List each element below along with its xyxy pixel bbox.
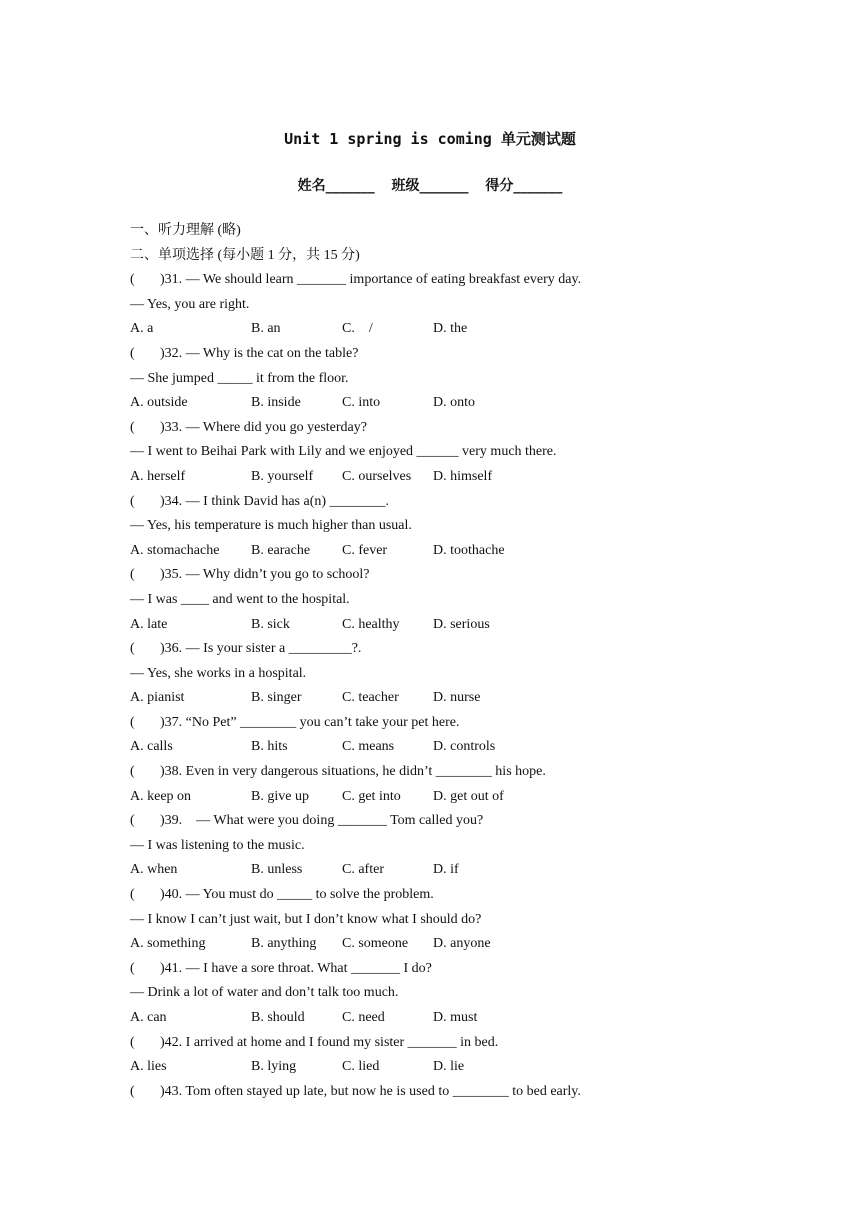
question-text: )32. — Why is the cat on the table? (160, 345, 359, 361)
option-a[interactable]: A. lies (130, 1059, 167, 1075)
question-text: )36. — Is your sister a _________?. (160, 641, 362, 657)
options-row (130, 539, 750, 564)
option-a[interactable]: A. outside (130, 395, 188, 411)
option-b[interactable]: B. lying (251, 1059, 297, 1075)
option-c[interactable]: C. ourselves (342, 468, 412, 484)
question-stem (130, 883, 750, 908)
answer-blank[interactable]: ( (130, 419, 135, 435)
option-a[interactable]: A. something (130, 936, 206, 952)
options-row (130, 735, 750, 760)
name-field: 姓名_______ (297, 178, 375, 194)
option-b[interactable]: B. anything (251, 936, 317, 952)
options-row (130, 686, 750, 711)
option-a[interactable]: A. when (130, 862, 178, 878)
question-text: )41. — I have a sore throat. What _______ I do? (160, 960, 432, 976)
options-row (130, 391, 750, 416)
question-text: )34. — I think David has a(n) ________. (160, 493, 390, 509)
option-c[interactable]: C. fever (342, 542, 388, 558)
option-b[interactable]: B. unless (251, 862, 303, 878)
page-title: Unit 1 spring is coming 单元测试题 (284, 130, 576, 148)
answer-blank[interactable]: ( (130, 1034, 135, 1050)
option-d[interactable]: D. lie (433, 1059, 465, 1075)
dialogue-response: — She jumped _____ it from the floor. (130, 370, 349, 386)
option-b[interactable]: B. an (251, 321, 281, 337)
option-a[interactable]: A. late (130, 616, 168, 632)
question-stem (130, 490, 750, 515)
option-c[interactable]: C. need (342, 1010, 385, 1025)
answer-blank[interactable]: ( (130, 272, 135, 288)
option-c[interactable]: C. healthy (342, 616, 400, 632)
score-field: 得分_______ (485, 178, 563, 194)
dialogue-response: — Yes, his temperature is much higher than usual. (130, 518, 412, 534)
answer-blank[interactable]: ( (130, 714, 135, 730)
option-b[interactable]: B. singer (251, 690, 302, 706)
answer-blank[interactable]: ( (130, 887, 135, 903)
question-text: )35. — Why didn’t you go to school? (160, 567, 370, 583)
question-text: )42. I arrived at home and I found my sister _______ in bed. (160, 1034, 499, 1050)
option-b[interactable]: B. should (251, 1010, 305, 1025)
answer-blank[interactable]: ( (130, 813, 135, 829)
question-stem (130, 809, 750, 834)
question-text: )40. — You must do _____ to solve the problem. (160, 887, 434, 903)
question-text: )37. “No Pet” ________ you can’t take your pet here. (160, 714, 460, 730)
question-stem (130, 957, 750, 982)
question-stem (130, 1031, 750, 1056)
question-text: )33. — Where did you go yesterday? (160, 419, 367, 435)
option-d[interactable]: D. himself (433, 468, 493, 484)
option-c[interactable]: C. lied (342, 1059, 380, 1075)
dialogue-response: — I know I can’t just wait, but I don’t know what I should do? (130, 911, 482, 927)
option-d[interactable]: D. onto (433, 395, 475, 411)
answer-blank[interactable]: ( (130, 567, 135, 583)
question-stem (130, 760, 750, 785)
answer-blank[interactable]: ( (130, 960, 135, 976)
option-c[interactable]: C. / (342, 321, 373, 337)
option-d[interactable]: D. must (433, 1010, 478, 1025)
option-c[interactable]: C. means (342, 739, 395, 755)
option-c[interactable]: C. teacher (342, 690, 399, 706)
question-text: )38. Even in very dangerous situations, he didn’t ________ his hope. (160, 764, 546, 780)
option-d[interactable]: D. get out of (433, 788, 504, 804)
option-d[interactable]: D. anyone (433, 936, 491, 952)
option-c[interactable]: C. into (342, 395, 381, 411)
question-stem (130, 1080, 750, 1105)
option-a[interactable]: A. calls (130, 739, 173, 755)
option-d[interactable]: D. serious (433, 616, 490, 632)
question-text: )39. — What were you doing _______ Tom called you? (160, 813, 484, 829)
option-d[interactable]: D. nurse (433, 690, 481, 706)
dialogue-response: — I was listening to the music. (130, 837, 305, 853)
options-row (130, 613, 750, 638)
dialogue-response: — Yes, she works in a hospital. (130, 665, 307, 681)
option-d[interactable]: D. the (433, 321, 468, 337)
options-row (130, 1006, 750, 1031)
option-d[interactable]: D. if (433, 862, 459, 878)
question-list (130, 219, 750, 1104)
options-row (130, 465, 750, 490)
dialogue-response: — Yes, you are right. (130, 296, 250, 312)
student-info (0, 175, 860, 195)
section-heading: 一、听力理解 (略) (130, 223, 241, 238)
option-b[interactable]: B. sick (251, 616, 290, 632)
question-stem (130, 268, 750, 293)
answer-blank[interactable]: ( (130, 493, 135, 509)
options-row (130, 317, 750, 342)
option-a[interactable]: A. a (130, 321, 154, 337)
option-a[interactable]: A. pianist (130, 690, 185, 706)
question-text: )31. — We should learn _______ importance of eating breakfast every day. (160, 272, 582, 288)
dialogue-response: — I went to Beihai Park with Lily and we enjoyed ______ very much there. (130, 444, 557, 460)
section-heading: 二、单项选择 (每小题 1 分，共 15 分) (130, 247, 360, 263)
question-stem (130, 563, 750, 588)
answer-blank[interactable]: ( (130, 1083, 135, 1099)
option-b[interactable]: B. inside (251, 395, 301, 411)
option-a[interactable]: A. keep on (130, 788, 192, 804)
question-stem (130, 637, 750, 662)
dialogue-response: — Drink a lot of water and don’t talk too much. (130, 985, 399, 1001)
question-stem (130, 711, 750, 736)
question-text: )43. Tom often stayed up late, but now he is used to ________ to bed early. (160, 1083, 581, 1099)
options-row (130, 1055, 750, 1080)
answer-blank[interactable]: ( (130, 764, 135, 780)
question-stem (130, 342, 750, 367)
option-a[interactable]: A. can (130, 1010, 167, 1025)
option-a[interactable]: A. herself (130, 468, 186, 484)
option-c[interactable]: C. get into (342, 788, 401, 804)
options-row (130, 858, 750, 883)
option-c[interactable]: C. after (342, 862, 384, 878)
option-d[interactable]: D. controls (433, 739, 496, 755)
option-a[interactable]: A. stomachache (130, 542, 220, 558)
answer-blank[interactable]: ( (130, 345, 135, 361)
question-stem (130, 416, 750, 441)
option-b[interactable]: B. earache (251, 542, 311, 558)
answer-blank[interactable]: ( (130, 641, 135, 657)
option-c[interactable]: C. someone (342, 936, 409, 952)
options-row (130, 932, 750, 957)
option-b[interactable]: B. yourself (251, 468, 314, 484)
option-b[interactable]: B. give up (251, 788, 309, 804)
options-row (130, 785, 750, 810)
option-d[interactable]: D. toothache (433, 542, 505, 558)
dialogue-response: — I was ____ and went to the hospital. (130, 591, 350, 607)
option-b[interactable]: B. hits (251, 739, 288, 755)
class-field: 班级_______ (391, 178, 469, 194)
